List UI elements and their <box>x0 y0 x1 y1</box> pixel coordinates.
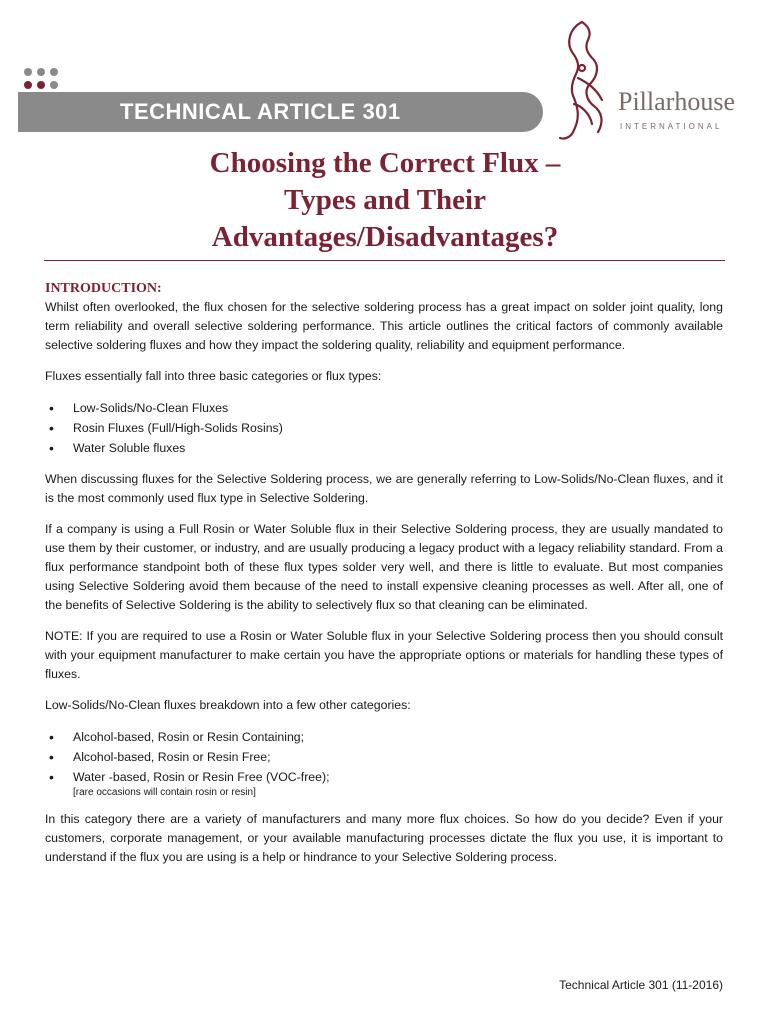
intro-heading: INTRODUCTION: <box>45 281 162 296</box>
page-footer: Technical Article 301 (11-2016) <box>559 978 723 992</box>
list-item: • Alcohol-based, Rosin or Resin Free; <box>45 747 723 767</box>
pillarhouse-figure-logo-icon <box>552 18 614 142</box>
paragraph-rosin-water: If a company is using a Full Rosin or Water Soluble flux in their Selective Soldering process, they are usually mandated to use them by their customer, or industry, and are usually producing a legacy product with a legacy reliability standard. From a flux performance standpoint both of these flux types solder very well, and there is little to evaluate. But most companies using Selective Soldering avoid them because of the need to install expensive cleaning processes as well. After all, one of the benefits of Selective Soldering is the ability to selectively flux so that cleaning can be eliminated. <box>45 522 723 612</box>
title-divider <box>44 260 725 261</box>
paragraph-note: NOTE: If you are required to use a Rosin or Water Soluble flux in your Selective Soldering process then you should consult with your equipment manufacturer to make certain you have the appropriate options or materials for handling these types of fluxes. <box>45 629 723 681</box>
flux-types-list <box>45 398 723 458</box>
list-item: • Water -based, Rosin or Resin Free (VOC-free); <box>45 767 723 787</box>
title-line: Advantages/Disadvantages? <box>211 221 559 253</box>
list-item: • Low-Solids/No-Clean Fluxes <box>45 398 723 418</box>
list-item: • Alcohol-based, Rosin or Resin Containing; <box>45 727 723 747</box>
logo-subtitle: INTERNATIONAL <box>620 122 723 131</box>
noclean-note: [rare occasions will contain rosin or resin] <box>73 787 256 798</box>
noclean-categories-list <box>45 727 723 787</box>
article-title <box>40 145 730 256</box>
noclean-lead: Low-Solids/No-Clean fluxes breakdown into a few other categories: <box>45 698 411 712</box>
list-item: • Rosin Fluxes (Full/High-Solids Rosins) <box>45 418 723 438</box>
categories-lead: Fluxes essentially fall into three basic categories or flux types: <box>45 369 382 383</box>
intro-paragraph: Whilst often overlooked, the flux chosen for the selective soldering process has a great impact on solder joint quality, long term reliability and overall selective soldering performance. This article outlines the critical factors of commonly available selective soldering fluxes and how they impact the soldering quality, reliability and equipment performance. <box>45 300 723 352</box>
paragraph-noclean-usage: When discussing fluxes for the Selective Soldering process, we are generally referring to Low-Solids/No-Clean fluxes, and it is the most commonly used flux type in Selective Soldering. <box>45 472 723 505</box>
logo-name: Pillarhouse <box>618 87 735 116</box>
closing-paragraph: In this category there are a variety of manufacturers and many more flux choices. So how do you decide? Even if your customers, corporate management, or your available manufacturing processes dictate the flux you use, it is important to understand if the flux you are using is a help or hindrance to your Selective Soldering process. <box>45 812 723 864</box>
article-body <box>45 280 723 879</box>
banner-title: TECHNICAL ARTICLE 301 <box>120 99 401 124</box>
title-line: Choosing the Correct Flux – <box>209 147 561 179</box>
list-item: • Water Soluble fluxes <box>45 438 723 458</box>
title-line: Types and Their <box>284 184 486 216</box>
